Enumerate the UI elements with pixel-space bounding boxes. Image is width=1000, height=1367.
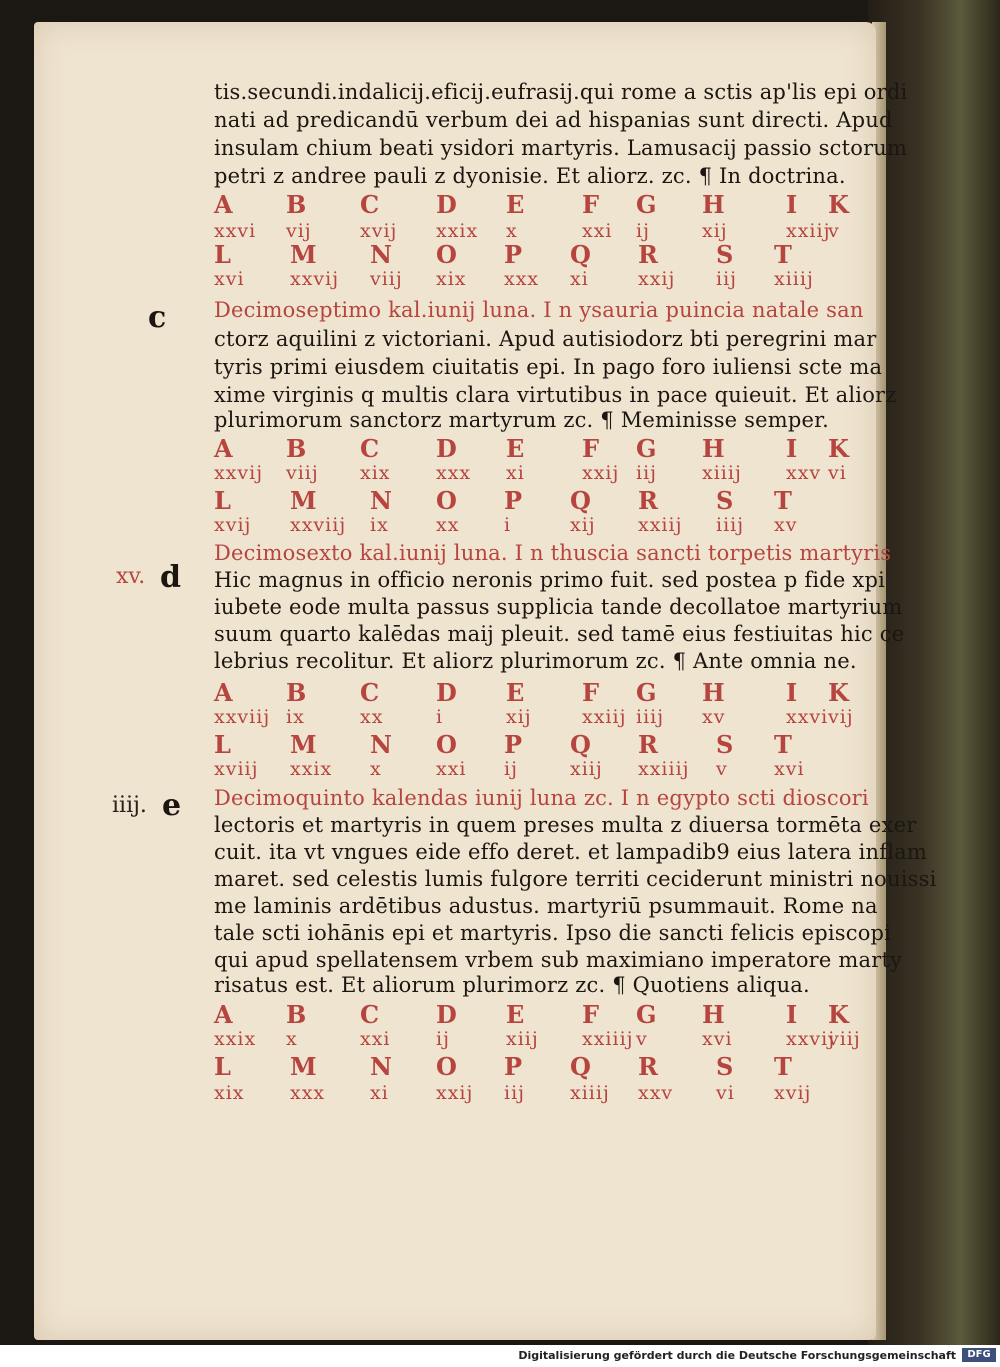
- grid-number: xxvij: [214, 462, 264, 484]
- grid-letter: H: [702, 190, 725, 219]
- text-line: insulam chium beati ysidori martyris. Lamusacij passio sctorum: [214, 136, 908, 160]
- text-line: Hic magnus in officio neronis primo fuit. sed postea p fide xpi: [214, 568, 886, 592]
- dominical-letter: e: [162, 788, 182, 823]
- margin-note: iiij.: [112, 793, 147, 818]
- grid-number: xij: [506, 706, 532, 728]
- text-line: iubete eode multa passus supplicia tande decollatoe martyrium: [214, 595, 903, 619]
- text-line: qui apud spellatensem vrbem sub maximiano imperatore marty: [214, 948, 903, 972]
- grid-letter: G: [636, 1000, 657, 1029]
- grid-letter: I: [786, 1000, 798, 1029]
- grid-number: vi: [828, 462, 847, 484]
- grid-letter: B: [286, 190, 307, 219]
- grid-letter: R: [638, 1052, 658, 1081]
- grid-letter: L: [214, 730, 231, 759]
- text-line: tis.secundi.indalicij.eficij.eufrasij.qui rome a sctis ap'lis epi ordi: [214, 80, 908, 104]
- grid-letter: L: [214, 1052, 231, 1081]
- dominical-letter: d: [160, 560, 181, 595]
- text-line: tale scti iohānis epi et martyris. Ipso die sancti felicis episcopi: [214, 921, 892, 945]
- grid-letter: I: [786, 678, 798, 707]
- grid-letter: S: [716, 240, 734, 269]
- grid-letter: C: [360, 190, 380, 219]
- grid-letter: H: [702, 1000, 725, 1029]
- grid-letter: D: [436, 434, 457, 463]
- grid-letter: P: [504, 240, 523, 269]
- grid-number: xxiij: [786, 220, 831, 242]
- grid-letter: N: [370, 1052, 392, 1081]
- text-line: xime virginis q multis clara virtutibus in pace quieuit. Et aliorz: [214, 383, 897, 407]
- dfg-logo: DFG: [962, 1348, 996, 1362]
- grid-letter: A: [214, 434, 233, 463]
- grid-letter: E: [506, 1000, 525, 1029]
- grid-number: x: [506, 220, 518, 242]
- grid-number: xiiij: [570, 1082, 610, 1104]
- grid-letter: A: [214, 190, 233, 219]
- rubric-line: Decimoseptimo kal.iunij luna. I n ysauria puincia natale san: [214, 298, 864, 322]
- grid-letter: K: [828, 434, 849, 463]
- grid-number: x: [370, 758, 382, 780]
- grid-letter: B: [286, 678, 307, 707]
- grid-number: xiij: [570, 758, 603, 780]
- grid-letter: Q: [570, 1052, 591, 1081]
- grid-letter: K: [828, 190, 849, 219]
- grid-number: xvi: [702, 1028, 733, 1050]
- grid-letter: T: [774, 240, 792, 269]
- grid-number: xxiiij: [638, 758, 690, 780]
- grid-number: ij: [636, 220, 650, 242]
- grid-number: vi: [716, 1082, 735, 1104]
- grid-number: iij: [636, 462, 658, 484]
- grid-letter: P: [504, 730, 523, 759]
- grid-letter: N: [370, 240, 392, 269]
- grid-letter: I: [786, 190, 798, 219]
- grid-letter: C: [360, 434, 380, 463]
- grid-letter: C: [360, 1000, 380, 1029]
- grid-letter: D: [436, 1000, 457, 1029]
- grid-letter: O: [436, 486, 457, 515]
- text-line: maret. sed celestis lumis fulgore territi ceciderunt ministri nouissi: [214, 867, 937, 891]
- grid-number: xxij: [582, 462, 620, 484]
- text-line: [214, 541, 914, 565]
- grid-letter: E: [506, 678, 525, 707]
- grid-number: xxvi: [786, 706, 829, 728]
- grid-letter: M: [290, 1052, 317, 1081]
- grid-letter: A: [214, 1000, 233, 1029]
- grid-letter: S: [716, 1052, 734, 1081]
- grid-number: xvij: [360, 220, 398, 242]
- grid-letter: C: [360, 678, 380, 707]
- grid-number: xxvij: [786, 1028, 836, 1050]
- grid-letter: F: [582, 190, 600, 219]
- text-line: me laminis ardētibus adustus. martyriū psummauit. Rome na: [214, 894, 878, 918]
- grid-letter: R: [638, 240, 658, 269]
- grid-number: xij: [702, 220, 728, 242]
- grid-letter: L: [214, 486, 231, 515]
- grid-letter: Q: [570, 730, 591, 759]
- grid-letter: B: [286, 1000, 307, 1029]
- grid-number: xxx: [436, 462, 472, 484]
- grid-letter: G: [636, 434, 657, 463]
- text-line: suum quarto kalēdas maij pleuit. sed tamē eius festiuitas hic ce: [214, 622, 905, 646]
- grid-number: viij: [370, 268, 403, 290]
- grid-letter: D: [436, 678, 457, 707]
- grid-number: xxviij: [290, 514, 347, 536]
- grid-letter: Q: [570, 240, 591, 269]
- grid-letter: E: [506, 434, 525, 463]
- grid-number: xxvij: [290, 268, 340, 290]
- grid-number: xi: [506, 462, 525, 484]
- grid-letter: M: [290, 730, 317, 759]
- grid-number: ix: [286, 706, 305, 728]
- grid-number: iiij: [636, 706, 665, 728]
- grid-number: ij: [504, 758, 518, 780]
- grid-number: xxx: [504, 268, 540, 290]
- grid-number: xx: [360, 706, 384, 728]
- grid-letter: A: [214, 678, 233, 707]
- grid-letter: N: [370, 486, 392, 515]
- grid-letter: G: [636, 678, 657, 707]
- grid-letter: S: [716, 730, 734, 759]
- text-line: [214, 298, 914, 322]
- grid-letter: K: [828, 1000, 849, 1029]
- grid-letter: P: [504, 1052, 523, 1081]
- grid-number: xxi: [436, 758, 467, 780]
- grid-number: xi: [570, 268, 589, 290]
- grid-letter: K: [828, 678, 849, 707]
- text-line: nati ad predicandū verbum dei ad hispanias sunt directi. Apud: [214, 108, 893, 132]
- grid-number: xxi: [360, 1028, 391, 1050]
- grid-number: xxi: [582, 220, 613, 242]
- grid-letter: D: [436, 190, 457, 219]
- grid-letter: M: [290, 486, 317, 515]
- grid-number: xix: [436, 268, 467, 290]
- grid-letter: O: [436, 730, 457, 759]
- grid-number: xix: [214, 1082, 245, 1104]
- grid-number: xxvi: [214, 220, 257, 242]
- dominical-letter: c: [148, 300, 167, 335]
- grid-number: xxix: [436, 220, 479, 242]
- grid-number: ij: [436, 1028, 450, 1050]
- text-line: lebrius recolitur. Et aliorz plurimorum zc. ¶ Ante omnia ne.: [214, 649, 857, 673]
- grid-number: xvij: [774, 1082, 812, 1104]
- grid-number: vij: [828, 706, 854, 728]
- footer-bar: [0, 1345, 1000, 1367]
- footer-credit: Digitalisierung gefördert durch die Deutsche Forschungsgemeinschaft: [518, 1349, 956, 1362]
- grid-number: xxiiij: [582, 1028, 634, 1050]
- grid-number: xxviij: [214, 706, 271, 728]
- grid-number: xxv: [638, 1082, 674, 1104]
- grid-number: xviij: [214, 758, 259, 780]
- grid-number: v: [828, 220, 840, 242]
- grid-number: xiij: [506, 1028, 539, 1050]
- grid-letter: Q: [570, 486, 591, 515]
- text-line: lectoris et martyris in quem preses multa z diuersa tormēta exer: [214, 813, 917, 837]
- grid-number: xxix: [214, 1028, 257, 1050]
- grid-number: xiiij: [774, 268, 814, 290]
- grid-letter: L: [214, 240, 231, 269]
- text-line: [214, 786, 914, 810]
- grid-number: i: [504, 514, 512, 536]
- grid-letter: O: [436, 1052, 457, 1081]
- grid-number: xiiij: [702, 462, 742, 484]
- grid-letter: B: [286, 434, 307, 463]
- grid-letter: F: [582, 434, 600, 463]
- rubric-line: Decimosexto kal.iunij luna. I n thuscia sancti torpetis martyris: [214, 541, 892, 565]
- grid-number: xx: [436, 514, 460, 536]
- grid-letter: E: [506, 190, 525, 219]
- text-line: petri z andree pauli z dyonisie. Et aliorz. zc. ¶ In doctrina.: [214, 164, 846, 188]
- grid-letter: F: [582, 678, 600, 707]
- grid-letter: G: [636, 190, 657, 219]
- grid-number: v: [636, 1028, 648, 1050]
- grid-number: ix: [370, 514, 389, 536]
- text-line: tyris primi eiusdem ciuitatis epi. In pago foro iuliensi scte ma: [214, 355, 883, 379]
- grid-number: xvi: [214, 268, 245, 290]
- grid-number: xxij: [436, 1082, 474, 1104]
- grid-number: xv: [702, 706, 726, 728]
- grid-letter: O: [436, 240, 457, 269]
- text-line: plurimorum sanctorz martyrum zc. ¶ Meminisse semper.: [214, 408, 829, 432]
- grid-number: viij: [286, 462, 319, 484]
- grid-number: xi: [370, 1082, 389, 1104]
- grid-number: iij: [716, 268, 738, 290]
- grid-letter: R: [638, 486, 658, 515]
- grid-letter: T: [774, 486, 792, 515]
- rubric-line: Decimoquinto kalendas iunij luna zc. I n egypto scti dioscori: [214, 786, 869, 810]
- grid-letter: H: [702, 434, 725, 463]
- grid-number: iiij: [716, 514, 745, 536]
- grid-number: xxij: [638, 268, 676, 290]
- grid-number: xij: [570, 514, 596, 536]
- grid-number: v: [716, 758, 728, 780]
- grid-letter: H: [702, 678, 725, 707]
- grid-letter: F: [582, 1000, 600, 1029]
- grid-letter: R: [638, 730, 658, 759]
- grid-number: xv: [774, 514, 798, 536]
- grid-number: xxx: [290, 1082, 326, 1104]
- grid-letter: T: [774, 1052, 792, 1081]
- grid-number: xxv: [786, 462, 822, 484]
- grid-number: iij: [504, 1082, 526, 1104]
- grid-letter: S: [716, 486, 734, 515]
- text-line: risatus est. Et aliorum plurimorz zc. ¶ Quotiens aliqua.: [214, 973, 810, 997]
- grid-letter: M: [290, 240, 317, 269]
- grid-number: viij: [828, 1028, 861, 1050]
- text-line: cuit. ita vt vngues eide effo deret. et lampadib9 eius latera inflam: [214, 840, 927, 864]
- text-line: ctorz aquilini z victoriani. Apud autisiodorz bti peregrini mar: [214, 327, 877, 351]
- grid-letter: N: [370, 730, 392, 759]
- grid-number: xxix: [290, 758, 333, 780]
- grid-letter: T: [774, 730, 792, 759]
- grid-number: vij: [286, 220, 312, 242]
- grid-number: x: [286, 1028, 298, 1050]
- grid-number: xix: [360, 462, 391, 484]
- grid-number: xxiij: [582, 706, 627, 728]
- grid-number: xvi: [774, 758, 805, 780]
- grid-number: i: [436, 706, 444, 728]
- grid-number: xvij: [214, 514, 252, 536]
- grid-letter: P: [504, 486, 523, 515]
- grid-number: xxiij: [638, 514, 683, 536]
- margin-note: xv.: [116, 564, 146, 589]
- grid-letter: I: [786, 434, 798, 463]
